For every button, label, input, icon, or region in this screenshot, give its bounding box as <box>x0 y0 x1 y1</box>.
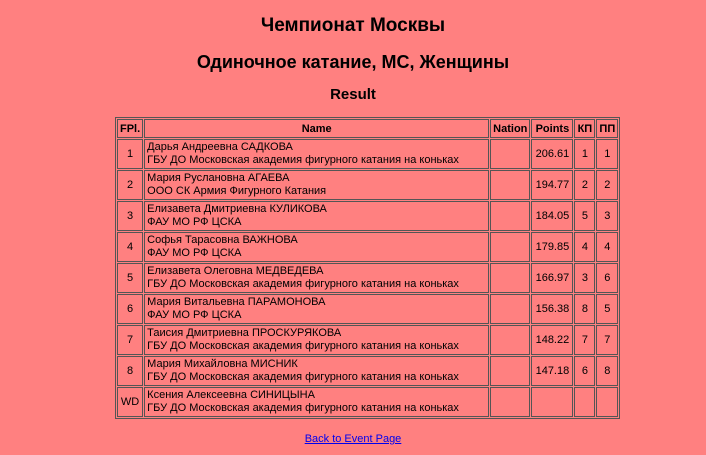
cell-fpl: 1 <box>117 139 143 169</box>
skater-club: ГБУ ДО Московская академия фигурного катания на коньках <box>147 340 459 352</box>
skater-club: ФАУ МО РФ ЦСКА <box>147 247 242 259</box>
skater-club: ФАУ МО РФ ЦСКА <box>147 309 242 321</box>
cell-points: 166.97 <box>531 263 573 293</box>
results-table <box>115 117 620 419</box>
skater-name: Дарья Андреевна САДКОВА <box>147 141 293 153</box>
cell-name <box>144 325 489 355</box>
skater-name: Таисия Дмитриевна ПРОСКУРЯКОВА <box>147 327 342 339</box>
table-row <box>117 325 618 355</box>
cell-pp <box>596 387 618 417</box>
cell-points: 206.61 <box>531 139 573 169</box>
cell-points: 179.85 <box>531 232 573 262</box>
table-row <box>117 139 618 169</box>
cell-fpl: 6 <box>117 294 143 324</box>
skater-club: ООО СК Армия Фигурного Катания <box>147 185 327 197</box>
skater-name: Ксения Алексеевна СИНИЦЫНА <box>147 389 315 401</box>
cell-pp: 2 <box>596 170 618 200</box>
result-heading: Result <box>330 86 376 103</box>
skater-name: Мария Руслановна АГАЕВА <box>147 172 290 184</box>
table-row <box>117 263 618 293</box>
cell-name <box>144 201 489 231</box>
cell-points: 156.38 <box>531 294 573 324</box>
column-header-points: Points <box>531 119 573 138</box>
table-row <box>117 232 618 262</box>
column-header-fpl: FPl. <box>117 119 143 138</box>
cell-name <box>144 232 489 262</box>
cell-nation <box>490 356 530 386</box>
cell-pp: 8 <box>596 356 618 386</box>
cell-nation <box>490 294 530 324</box>
event-title: Одиночное катание, МС, Женщины <box>196 52 510 72</box>
cell-pp: 5 <box>596 294 618 324</box>
cell-fpl: 4 <box>117 232 143 262</box>
skater-name: Софья Тарасовна ВАЖНОВА <box>147 234 298 246</box>
cell-kp: 4 <box>574 232 595 262</box>
cell-kp <box>574 387 595 417</box>
cell-name <box>144 356 489 386</box>
skater-club: ГБУ ДО Московская академия фигурного катания на коньках <box>147 154 459 166</box>
column-header-nation: Nation <box>490 119 530 138</box>
cell-nation <box>490 232 530 262</box>
cell-points: 147.18 <box>531 356 573 386</box>
cell-points: 194.77 <box>531 170 573 200</box>
skater-club: ГБУ ДО Московская академия фигурного катания на коньках <box>147 402 459 414</box>
cell-points: 184.05 <box>531 201 573 231</box>
cell-nation <box>490 263 530 293</box>
table-row <box>117 387 618 417</box>
skater-name: Мария Михайловна МИСНИК <box>147 358 298 370</box>
cell-points <box>531 387 573 417</box>
cell-kp: 7 <box>574 325 595 355</box>
cell-nation <box>490 170 530 200</box>
cell-pp: 7 <box>596 325 618 355</box>
table-row <box>117 294 618 324</box>
cell-kp: 6 <box>574 356 595 386</box>
cell-fpl: 8 <box>117 356 143 386</box>
cell-fpl: 3 <box>117 201 143 231</box>
page-title: Чемпионат Москвы <box>260 15 446 36</box>
cell-pp: 4 <box>596 232 618 262</box>
results-body <box>117 139 618 417</box>
skater-club: ГБУ ДО Московская академия фигурного катания на коньках <box>147 278 459 290</box>
cell-kp: 5 <box>574 201 595 231</box>
cell-nation <box>490 387 530 417</box>
cell-fpl: 5 <box>117 263 143 293</box>
cell-name <box>144 170 489 200</box>
skater-club: ФАУ МО РФ ЦСКА <box>147 216 242 228</box>
cell-fpl: 7 <box>117 325 143 355</box>
cell-kp: 3 <box>574 263 595 293</box>
cell-pp: 3 <box>596 201 618 231</box>
cell-name <box>144 263 489 293</box>
cell-nation <box>490 139 530 169</box>
table-header-row <box>117 119 618 138</box>
back-link-container <box>0 433 706 445</box>
table-row <box>117 201 618 231</box>
skater-name: Мария Витальевна ПАРАМОНОВА <box>147 296 326 308</box>
cell-name <box>144 294 489 324</box>
cell-fpl: 2 <box>117 170 143 200</box>
cell-nation <box>490 325 530 355</box>
cell-nation <box>490 201 530 231</box>
column-header-pp: ПП <box>596 119 618 138</box>
cell-kp: 2 <box>574 170 595 200</box>
skater-club: ГБУ ДО Московская академия фигурного катания на коньках <box>147 371 459 383</box>
cell-kp: 8 <box>574 294 595 324</box>
cell-fpl: WD <box>117 387 143 417</box>
skater-name: Елизавета Олеговна МЕДВЕДЕВА <box>147 265 324 277</box>
cell-name <box>144 387 489 417</box>
column-header-kp: КП <box>574 119 595 138</box>
cell-pp: 6 <box>596 263 618 293</box>
column-header-name: Name <box>144 119 489 138</box>
table-row <box>117 170 618 200</box>
skater-name: Елизавета Дмитриевна КУЛИКОВА <box>147 203 327 215</box>
cell-points: 148.22 <box>531 325 573 355</box>
back-to-event-link[interactable]: Back to Event Page <box>304 433 402 445</box>
cell-name <box>144 139 489 169</box>
cell-pp: 1 <box>596 139 618 169</box>
table-row <box>117 356 618 386</box>
cell-kp: 1 <box>574 139 595 169</box>
